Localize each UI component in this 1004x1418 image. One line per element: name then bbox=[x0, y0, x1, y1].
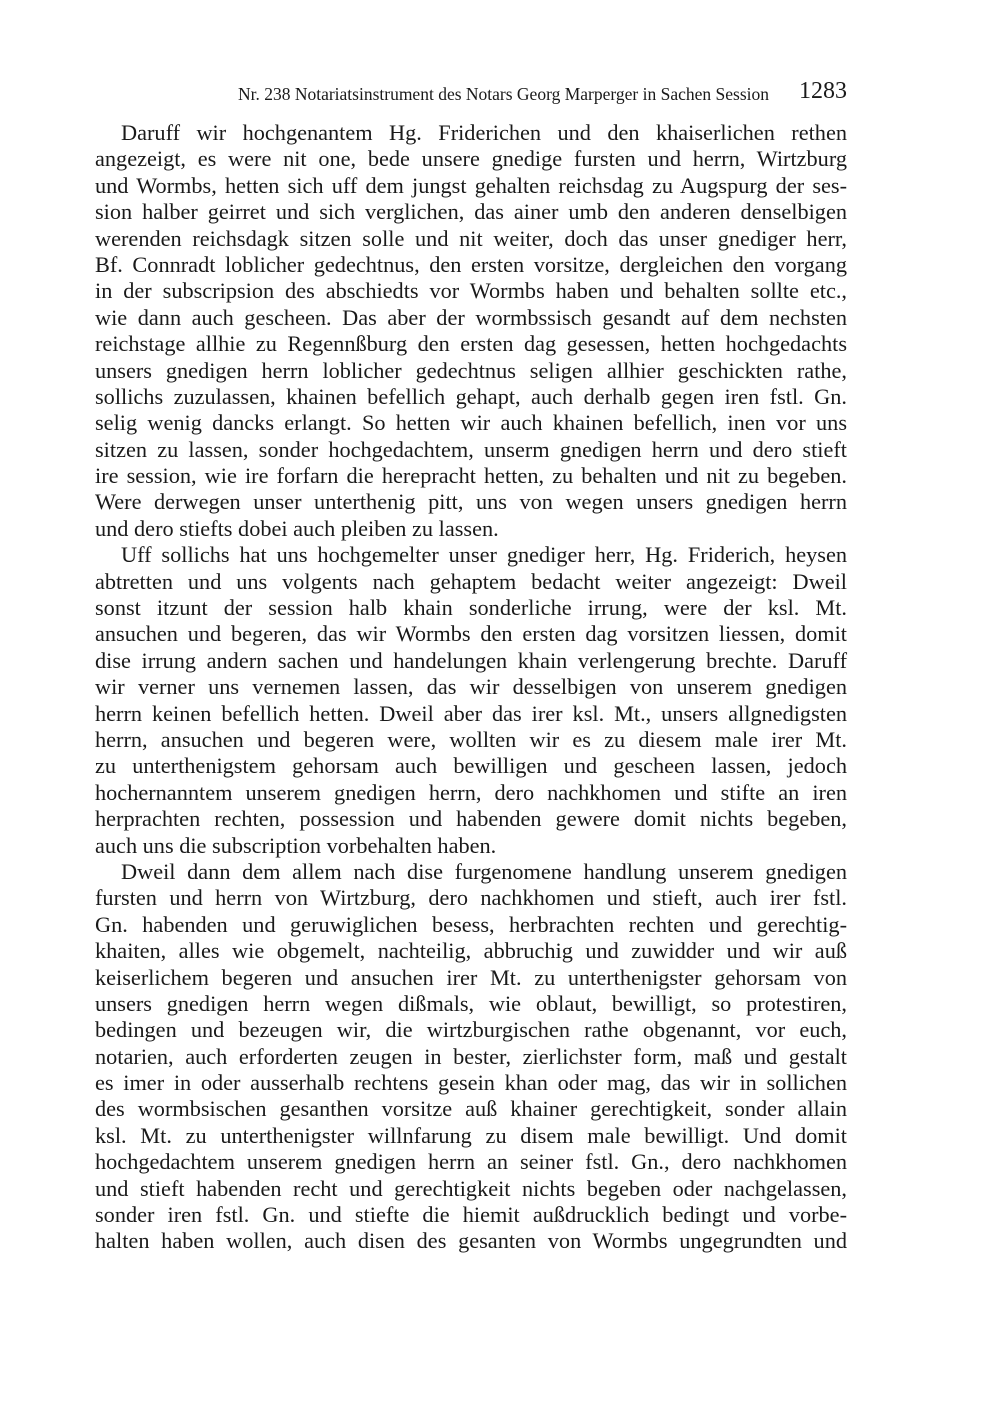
text-line: auch uns die subscription vorbehalten haben. bbox=[95, 832, 497, 858]
text-line: herrn, ansuchen und begeren were, wollten wir es zu diesem male irer Mt. bbox=[95, 726, 847, 752]
text-line: es imer in oder ausserhalb rechtens gesein khan oder mag, das wir in sollichen bbox=[95, 1070, 847, 1096]
text-line: wir verner uns vernemen lassen, das wir desselbigen von unserem gnedigen bbox=[95, 674, 847, 700]
text-line: selig wenig dancks erlangt. So hetten wir auch khainen befellich, inen vor uns bbox=[95, 410, 847, 436]
text-line: abtretten und uns volgents nach gehaptem bedacht weiter angezeigt: Dweil bbox=[95, 568, 847, 594]
text-line: herprachten rechten, possession und habenden gewere domit nichts begeben, bbox=[95, 806, 847, 832]
text-line: hochernanntem unserem gnedigen herrn, dero nachkhomen und stifte an iren bbox=[95, 779, 847, 805]
running-title: Nr. 238 Notariatsinstrument des Notars Georg Marperger in Sachen Session bbox=[237, 84, 769, 104]
paragraph-1 bbox=[95, 120, 847, 542]
text-line: sollichs zuzulassen, khainen befellich gehapt, auch derhalb gegen iren fstl. Gn. bbox=[95, 383, 847, 409]
text-line: halten haben wollen, auch disen des gesanten von Wormbs ungegrundten und bbox=[95, 1228, 847, 1254]
text-line: und Wormbs, hetten sich uff dem jungst gehalten reichsdag zu Augspurg der ses- bbox=[95, 172, 847, 198]
text-line: in der subscripsion des abschiedts vor Wormbs haben und behalten sollte etc., bbox=[95, 278, 847, 304]
text-line: Uff sollichs hat uns hochgemelter unser gnediger herr, Hg. Friderich, heysen bbox=[121, 542, 847, 568]
text-line: hochgedachtem unserem gnedigen herrn an seiner fstl. Gn., dero nachkhomen bbox=[95, 1149, 847, 1175]
text-line: sonst itzunt der session halb khain sonderliche irrung, were der ksl. Mt. bbox=[95, 595, 847, 621]
text-line: werenden reichsdagk sitzen solle und nit weiter, doch das unser gnediger herr, bbox=[95, 225, 847, 251]
running-header bbox=[95, 78, 847, 110]
paragraph-3 bbox=[95, 859, 847, 1255]
text-line: ire session, wie ire forfarn die herepracht hetten, zu behalten und nit zu begeben. bbox=[95, 463, 847, 489]
text-line: Gn. habenden und geruwiglichen besess, herbrachten rechten und gerechtig- bbox=[95, 911, 847, 937]
text-line: reichstage allhie zu Regennßburg den ersten dag gesessen, hetten hochgedachts bbox=[95, 331, 847, 357]
page-number: 1283 bbox=[799, 78, 847, 104]
text-line: und stieft habenden recht und gerechtigkeit nichts begeben oder nachgelassen, bbox=[95, 1175, 847, 1201]
text-line: sitzen zu lassen, sonder hochgedachtem, unserm gnedigen herrn und dero stieft bbox=[95, 436, 847, 462]
text-line: und dero stiefts dobei auch pleiben zu lassen. bbox=[95, 515, 499, 541]
text-line: khaiten, alles wie obgemelt, nachteilig, abbruchig und zuwidder und wir auß bbox=[95, 938, 847, 964]
paragraph-2 bbox=[95, 542, 847, 859]
text-line: angezeigt, es were nit one, bede unsere gnedige fursten und herrn, Wirtzburg bbox=[95, 146, 847, 172]
text-line: ansuchen und begeren, das wir Wormbs den ersten dag vorsitzen liessen, domit bbox=[95, 621, 847, 647]
text-line: notarien, auch erforderten zeugen in bester, zierlichster form, maß und gestalt bbox=[95, 1043, 847, 1069]
text-line: bedingen und bezeugen wir, die wirtzburgischen rathe obgenannt, vor euch, bbox=[95, 1017, 847, 1043]
text-line: Bf. Connradt loblicher gedechtnus, den ersten vorsitze, dergleichen den vorgang bbox=[95, 251, 847, 277]
text-line: sonder iren fstl. Gn. und stiefte die hiemit außdrucklich bedingt und vorbe- bbox=[95, 1202, 847, 1228]
text-line: Were derwegen unser unterthenig pitt, uns von wegen unsers gnedigen herrn bbox=[95, 489, 847, 515]
text-line: sion halber geirret und sich verglichen, das ainer umb den anderen denselbigen bbox=[95, 199, 847, 225]
text-line: zu unterthenigstem gehorsam auch bewilligen und gescheen lassen, jedoch bbox=[95, 753, 847, 779]
text-line: Daruff wir hochgenantem Hg. Friderichen und den khaiserlichen rethen bbox=[121, 120, 847, 145]
text-line: unsers gnedigen herrn wegen dißmals, wie oblaut, bewilligt, so protestiren, bbox=[95, 990, 847, 1016]
text-line: des wormbsischen gesanthen vorsitze auß khainer gerechtigkeit, sonder allain bbox=[95, 1096, 847, 1122]
text-line: herrn keinen befellich hetten. Dweil aber das irer ksl. Mt., unsers allgnedigsten bbox=[95, 700, 847, 726]
text-line: keiserlichem begeren und ansuchen irer Mt. zu unterthenigster gehorsam von bbox=[95, 964, 847, 990]
body-text bbox=[95, 120, 847, 1255]
text-line: wie dann auch gescheen. Das aber der wormbssisch gesandt auf dem nechsten bbox=[95, 304, 847, 330]
text-line: unsers gnedigen herrn loblicher gedechtnus seligen allhier geschickten rathe, bbox=[95, 357, 847, 383]
text-line: ksl. Mt. zu unterthenigster willnfarung zu disem male bewilligt. Und domit bbox=[95, 1122, 847, 1148]
text-line: Dweil dann dem allem nach dise furgenomene handlung unserem gnedigen bbox=[121, 858, 847, 884]
text-line: fursten und herrn von Wirtzburg, dero nachkhomen und stieft, auch irer fstl. bbox=[95, 885, 847, 911]
text-line: dise irrung andern sachen und handelungen khain verlengerung brechte. Daruff bbox=[95, 647, 847, 673]
